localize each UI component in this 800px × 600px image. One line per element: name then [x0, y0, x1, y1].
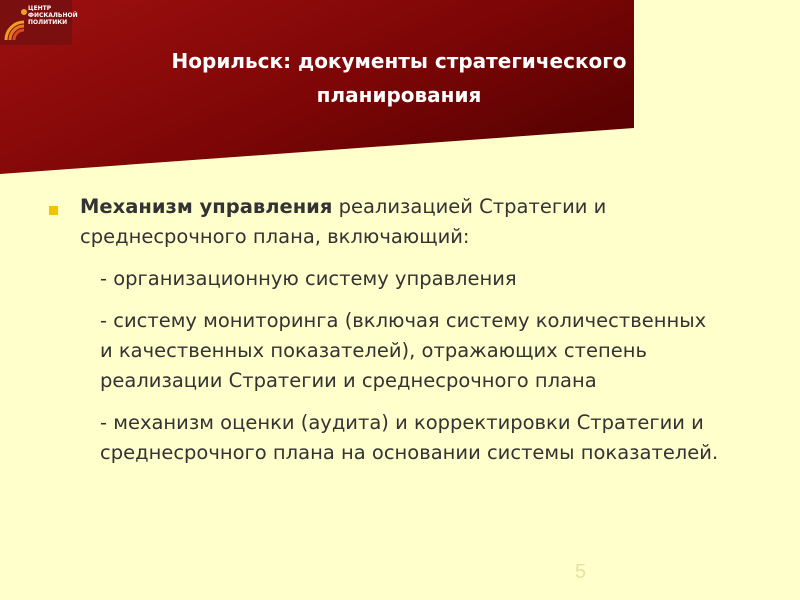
page-number: 5	[575, 561, 587, 583]
title-line-1: Норильск: документы стратегического	[171, 49, 627, 73]
slide-body	[80, 192, 720, 480]
logo-line-2: ФИСКАЛЬНОЙ	[28, 12, 78, 19]
mechanism-bold-text: Механизм управления	[80, 195, 333, 218]
bullet-marker	[49, 206, 58, 215]
logo-line-1: ЦЕНТР	[28, 5, 52, 12]
title-line-2: планирования	[316, 83, 482, 107]
slide-title	[100, 44, 634, 112]
title-clip	[0, 0, 634, 150]
paragraph-mechanism	[80, 192, 720, 252]
item-audit-mechanism: - механизм оценки (аудита) и корректировки Стратегии и среднесрочного плана на основании системы показателей.	[100, 411, 719, 464]
item-organizational-system: - организационную систему управления	[100, 267, 517, 290]
item-monitoring-system: - систему мониторинга (включая систему количественных и качественных показателей), отражающих степень реализации Стратегии и среднесрочного плана	[100, 309, 707, 392]
mechanism-text: реализацией Стратегии и среднесрочного плана, включающий:	[80, 195, 607, 248]
logo-line-3: ПОЛИТИКИ	[28, 19, 68, 26]
